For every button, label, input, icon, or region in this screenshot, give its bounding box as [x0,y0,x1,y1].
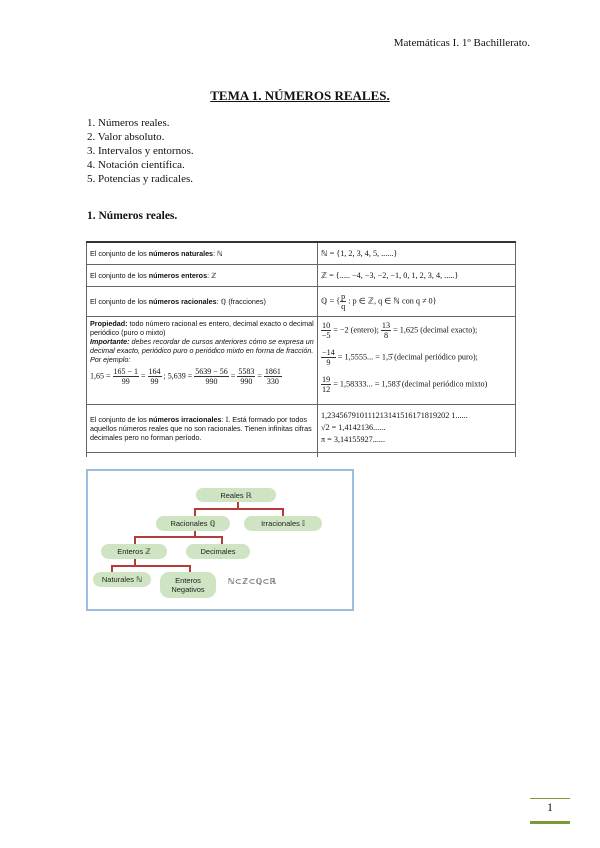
numerator: p [341,291,346,301]
denominator: q [341,301,346,311]
denominator: 330 [266,376,279,386]
text: = −2 (entero); [333,324,379,334]
text: : ℤ [207,270,217,280]
toc-item: 4. Notación científica. [87,159,185,171]
text: = 1,625 (decimal exacto); [393,324,478,334]
table-row-racionales [87,286,516,316]
text: debes recordar de cursos anteriores cómo se expresa un decimal exacto, periódico puro o periódico mixto en forma de fracción. Por ejemplo: [90,336,314,364]
racionales-desc [87,286,318,316]
table-of-contents [87,116,194,186]
text: El conjunto de los [90,248,149,258]
denominator: 990 [240,376,253,386]
page-number: 1 [547,800,553,814]
number-sets-table [86,241,516,457]
numerator: 13 [381,320,391,330]
fraction [321,375,331,394]
numerator: 19 [322,374,331,384]
node-enteros: Enteros ℤ [101,544,167,559]
naturales-desc [87,242,318,264]
fraction [237,367,255,386]
page-title: TEMA 1. NÚMEROS REALES. [210,88,390,103]
numerator: 165 − 1 [113,366,139,376]
propiedad-desc [87,316,318,404]
fraction [321,321,331,340]
fraction [321,348,336,367]
text: El conjunto de los [90,296,149,306]
toc-item: 1. Números reales. [87,117,170,129]
text: = 1,58333... = 1,583̂ (decimal periódico mixto) [333,378,488,388]
text: = [257,370,262,380]
table-row-naturales [87,242,516,264]
numerator: −14 [322,347,335,357]
example-line [321,321,512,340]
example-line: π = 3,14155927...... [321,435,386,444]
irracionales-desc [87,404,318,452]
number-sets-diagram [86,469,354,611]
term: números racionales [148,296,217,306]
connector [134,536,223,538]
importante-text [90,337,314,364]
inclusion-chain: ℕ⊂ℤ⊂ℚ⊂ℝ [228,577,277,586]
page-number-rule [530,798,570,799]
text: ℚ = { [321,295,341,305]
denominator: 8 [383,330,389,340]
page-number-bar [530,821,570,824]
node-reales: Reales ℝ [196,488,276,502]
table-row-irracionales [87,404,516,452]
node-irracionales: Irracionales 𝕀 [244,516,322,531]
page-header: Matemáticas I. 1º Bachillerato. [393,37,530,49]
numerator: 10 [322,320,331,330]
denominator: −5 [321,330,331,340]
table-row-propiedad [87,316,516,404]
examples [90,367,314,386]
numerator: 5639 − 56 [195,366,228,376]
text: ; 5,639 = [163,370,193,380]
node-decimales: Decimales [186,544,250,559]
example-line [321,375,512,394]
table-row-empty [87,452,516,457]
denominator: 99 [121,376,130,386]
term: Importante: [90,336,130,346]
enteros-def: ℤ = {..... −4, −3, −2, −1, 0, 1, 2, 3, 4, .....} [318,264,516,286]
node-naturales: Naturales ℕ [93,572,151,587]
text: = [230,370,236,380]
section-heading: 1. Números reales. [87,210,178,222]
node-racionales: Racionales ℚ [156,516,230,531]
irracionales-examples [318,404,516,452]
connector [111,565,113,572]
empty-cell [318,452,516,457]
fraction [381,321,391,340]
text: El conjunto de los [90,414,149,424]
denominator: 990 [205,376,218,386]
table-row-enteros [87,264,516,286]
empty-cell [87,452,318,457]
numerator: 1861 [264,366,281,376]
term: números naturales [148,248,214,258]
connector [221,536,223,544]
text: : ℚ (fracciones) [216,296,266,306]
connector [111,565,191,567]
denominator: 99 [150,376,159,386]
term: números irracionales [148,414,222,424]
connector [134,536,136,544]
text: El conjunto de los [90,270,149,280]
text: = 1,5555... = 1,5̂ (decimal periódico puro); [337,351,478,361]
propiedad-text [90,319,314,337]
connector [194,508,284,510]
enteros-desc [87,264,318,286]
propiedad-examples [318,316,516,404]
fraction [194,367,229,386]
node-enteros-negativos: Enteros Negativos [160,572,216,598]
numerator: 5583 [238,366,255,376]
fraction [148,367,162,386]
connector [189,565,191,572]
toc-item: 3. Intervalos y entornos. [87,145,194,157]
term: números enteros [148,270,208,280]
toc-item: 5. Potencias y radicales. [87,173,193,185]
example-line [321,348,512,367]
example-line: 1,234567910111213141516171819202 1...... [321,411,468,420]
toc-item: 2. Valor absoluto. [87,131,165,143]
fraction [264,367,282,386]
term: Propiedad: [90,318,128,328]
text: : p ∈ ℤ, q ∈ ℕ con q ≠ 0} [346,295,437,305]
denominator: 12 [322,384,331,394]
numerator: 164 [148,366,161,376]
text: : 𝕀. Está formado por todos aquellos números reales que no son racionales. Tienen infinitas cifras decimales pero no forman período. [90,414,312,442]
text: todo número racional es entero, decimal exacto o decimal periódico (puro o mixto) [90,318,314,337]
fraction [113,367,140,386]
text: : ℕ [213,248,223,258]
racionales-def [318,286,516,316]
naturales-def: ℕ = {1, 2, 3, 4, 5, ......} [318,242,516,264]
text: = [141,370,146,380]
connector [282,508,284,516]
example-line: √2 = 1,4142136...... [321,423,386,432]
text: 1,65 = [90,370,111,380]
connector [194,508,196,516]
denominator: 9 [326,357,331,367]
